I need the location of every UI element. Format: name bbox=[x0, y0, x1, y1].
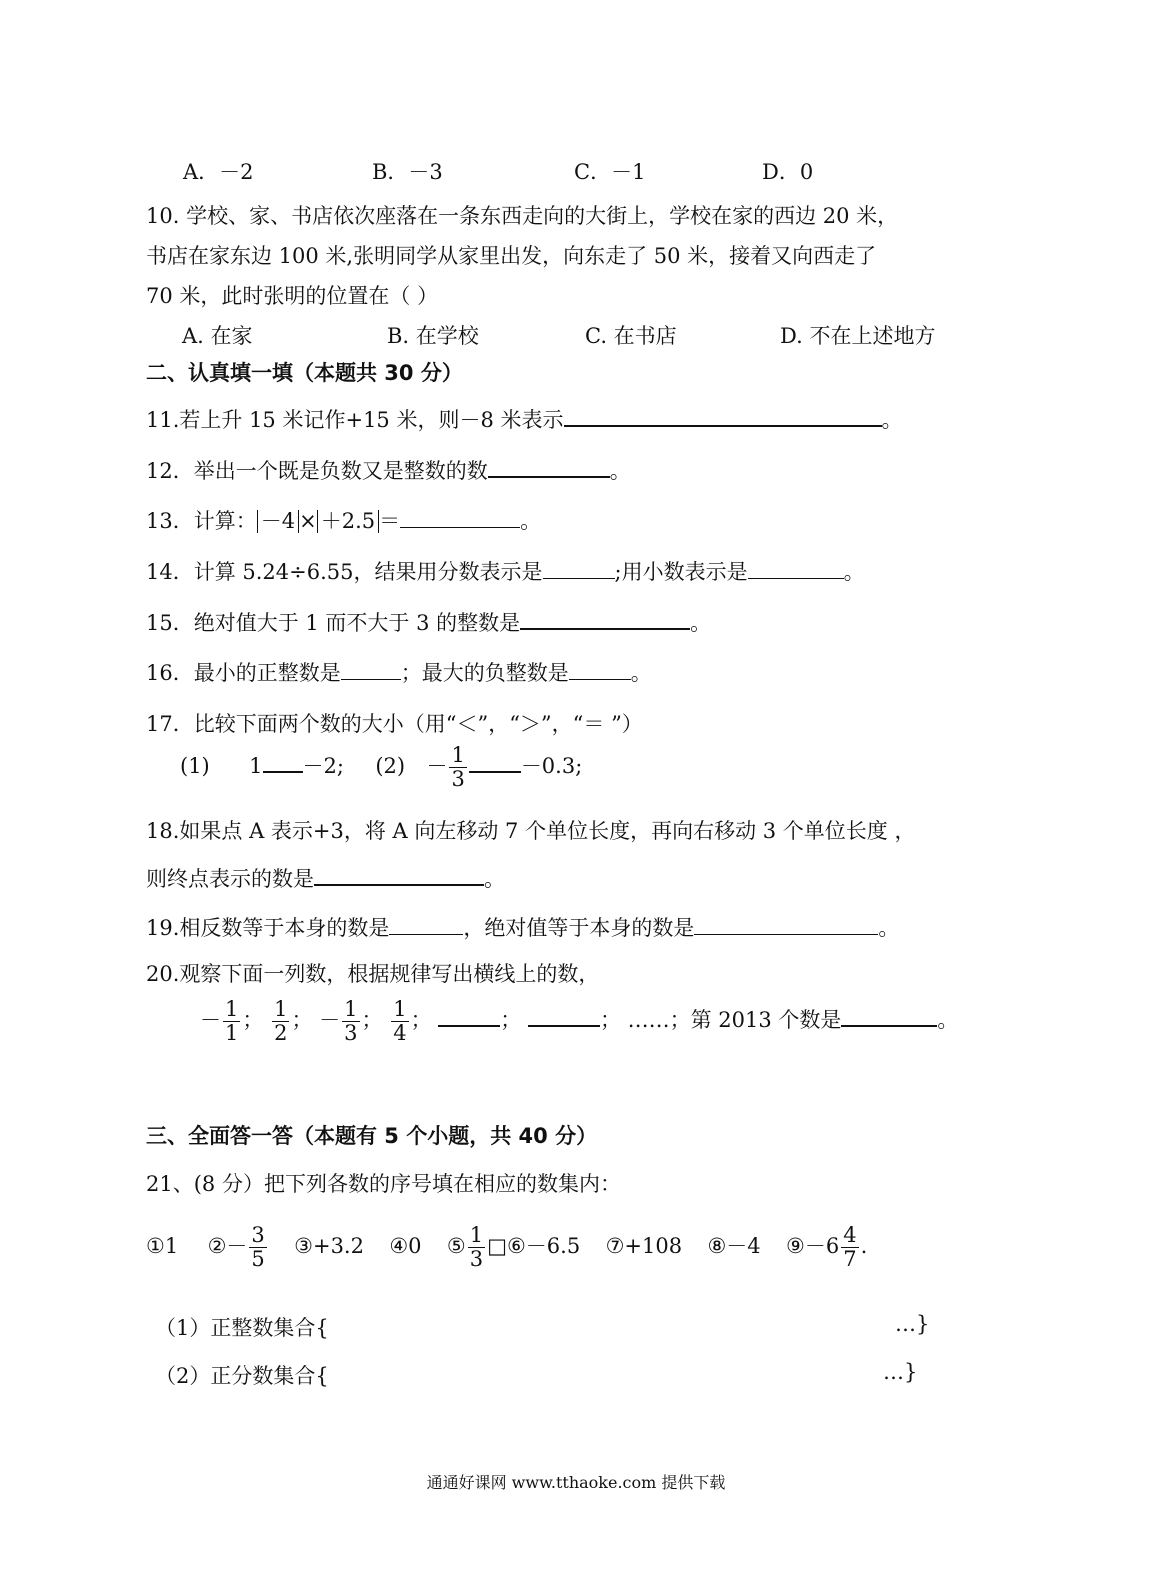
q12-end: 。 bbox=[609, 459, 631, 483]
q21-item-5: ⑤ bbox=[446, 1234, 466, 1259]
answer-blank bbox=[564, 405, 882, 427]
q16-mid: ；最大的负整数是 bbox=[400, 661, 569, 685]
q15-end: 。 bbox=[690, 611, 712, 635]
q18-text: 则终点表示的数是 bbox=[146, 867, 314, 891]
q18-end: 。 bbox=[484, 867, 505, 891]
q21-set-1-end: …} bbox=[895, 1312, 930, 1336]
q21-text: 21、(8 分）把下列各数的序号填在相应的数集内： bbox=[146, 1172, 621, 1196]
q21-item-5-fraction bbox=[468, 1224, 485, 1271]
q17-p1-a: 1 bbox=[249, 754, 263, 779]
q13-times: × bbox=[299, 509, 317, 533]
missing-glyph-box: □ bbox=[487, 1234, 507, 1259]
fraction-denominator: 7 bbox=[843, 1247, 857, 1272]
separator: ； bbox=[242, 1008, 264, 1033]
q13-abs-1: －4 bbox=[257, 510, 299, 533]
q17-p2-label: (2) bbox=[375, 754, 406, 779]
q21-item-7: ⑦+108 bbox=[605, 1234, 683, 1259]
answer-blank bbox=[841, 1005, 937, 1027]
question-13 bbox=[146, 505, 541, 535]
question-14 bbox=[146, 556, 865, 586]
q17-p1-label: (1) bbox=[180, 754, 210, 779]
fraction-numerator: 1 bbox=[393, 997, 407, 1021]
fraction-numerator: 1 bbox=[469, 1223, 484, 1247]
sign: － bbox=[200, 1008, 221, 1033]
sequence-fraction bbox=[272, 998, 289, 1045]
q9-option-c: C．－1 bbox=[574, 160, 646, 184]
separator: ； bbox=[410, 1008, 432, 1033]
q20-end: 。 bbox=[937, 1008, 959, 1033]
fraction-denominator: 4 bbox=[393, 1021, 407, 1046]
q13-prefix: 13．计算： bbox=[146, 509, 257, 533]
q11-end: 。 bbox=[881, 408, 903, 432]
sequence-fraction bbox=[342, 998, 359, 1045]
q21-set-2-end: …} bbox=[883, 1360, 918, 1384]
q9-option-b: B．－3 bbox=[372, 160, 443, 184]
ellipsis: …… bbox=[627, 1008, 670, 1033]
q21-item-1: ①1 bbox=[146, 1234, 179, 1259]
q17-fraction bbox=[449, 744, 466, 791]
q13-end: 。 bbox=[520, 509, 542, 533]
q10-option-a: A. 在家 bbox=[182, 324, 253, 348]
fraction-denominator: 2 bbox=[274, 1021, 288, 1046]
q11-text: 11.若上升 15 米记作+15 米，则－8 米表示 bbox=[146, 408, 564, 432]
q14-end: 。 bbox=[843, 560, 865, 584]
answer-blank bbox=[488, 456, 610, 478]
q17-p2-sign: － bbox=[426, 754, 448, 779]
q18-line1: 18.如果点 A 表示+3，将 A 向左移动 7 个单位长度，再向右移动 3 个单位长度 ， bbox=[146, 819, 916, 843]
fraction-numerator: 4 bbox=[843, 1223, 857, 1247]
question-12 bbox=[146, 455, 631, 485]
sequence-fraction bbox=[391, 998, 408, 1045]
q20-sequence bbox=[200, 998, 958, 1045]
q10-option-d: D. 不在上述地方 bbox=[780, 324, 936, 348]
separator: ； bbox=[291, 1008, 313, 1033]
q13-abs-2: ＋2.5 bbox=[317, 510, 379, 533]
fraction-denominator: 3 bbox=[469, 1247, 484, 1272]
q21-set-2-label: （2）正分数集合{ bbox=[155, 1364, 329, 1388]
q17-p1-b: －2; bbox=[302, 754, 344, 779]
q15-text: 15．绝对值大于 1 而不大于 3 的整数是 bbox=[146, 611, 521, 635]
question-16 bbox=[146, 657, 652, 687]
q21-item-9: ⑨－6 bbox=[786, 1234, 840, 1259]
fraction-denominator: 5 bbox=[251, 1247, 265, 1272]
answer-blank bbox=[569, 659, 631, 680]
q20-text: 20.观察下面一列数，根据规律写出横线上的数， bbox=[146, 962, 600, 986]
q9-option-d: D．0 bbox=[762, 160, 814, 184]
q21-item-2: ②－ bbox=[207, 1234, 248, 1259]
q21-set-1-label: （1）正整数集合{ bbox=[155, 1316, 329, 1340]
answer-blank bbox=[438, 1005, 500, 1027]
answer-blank bbox=[314, 864, 484, 886]
q21-item-3: ③+3.2 bbox=[294, 1234, 364, 1259]
q10-line2: 书店在家东边 100 米,张明同学从家里出发，向东走了 50 米，接着又向西走了 bbox=[146, 244, 877, 268]
question-19 bbox=[146, 912, 899, 942]
q21-item-8: ⑧－4 bbox=[707, 1234, 761, 1259]
answer-blank bbox=[528, 1005, 600, 1027]
q10-option-b: B. 在学校 bbox=[387, 324, 479, 348]
q19-text: 19.相反数等于本身的数是 bbox=[146, 916, 390, 940]
fraction-numerator: 1 bbox=[225, 997, 239, 1021]
answer-blank bbox=[469, 751, 521, 773]
sign: － bbox=[319, 1008, 341, 1033]
page-footer: 通通好课网 www.tthaoke.com 提供下载 bbox=[426, 1473, 726, 1492]
q17-text: 17．比较下面两个数的大小（用“＜”，“＞”，“＝ ”） bbox=[146, 712, 643, 736]
answer-blank bbox=[520, 608, 690, 630]
section2-title: 二、认真填一填（本题共 30 分） bbox=[146, 361, 463, 385]
q14-mid: ;用小数表示是 bbox=[614, 560, 748, 584]
separator: ； bbox=[599, 1008, 621, 1033]
q21-item-2-fraction bbox=[249, 1224, 266, 1271]
fraction-numerator: 1 bbox=[344, 997, 358, 1021]
fraction-denominator: 3 bbox=[451, 767, 465, 792]
answer-blank bbox=[694, 914, 878, 935]
separator: ； bbox=[361, 1008, 383, 1033]
answer-blank bbox=[400, 507, 520, 528]
q21-item-9-fraction bbox=[841, 1224, 858, 1271]
q14-text: 14．计算 5.24÷6.55，结果用分数表示是 bbox=[146, 560, 543, 584]
fraction-numerator: 1 bbox=[451, 743, 465, 767]
q19-end: 。 bbox=[878, 916, 900, 940]
q16-text: 16．最小的正整数是 bbox=[146, 661, 341, 685]
fraction-denominator: 1 bbox=[225, 1021, 239, 1046]
answer-blank bbox=[263, 751, 303, 773]
answer-blank bbox=[543, 558, 615, 579]
q13-eq: ＝ bbox=[379, 509, 401, 533]
q21-item-6: ⑥－6.5 bbox=[506, 1234, 581, 1259]
q17-parts bbox=[180, 744, 582, 791]
fraction-denominator: 3 bbox=[344, 1021, 358, 1046]
answer-blank bbox=[748, 558, 844, 579]
q12-text: 12．举出一个既是负数又是整数的数 bbox=[146, 459, 488, 483]
answer-blank bbox=[389, 914, 463, 935]
sequence-fraction bbox=[223, 998, 240, 1045]
fraction-numerator: 3 bbox=[251, 1223, 265, 1247]
q19-mid: ，绝对值等于本身的数是 bbox=[463, 916, 695, 940]
q9-option-a: A．－2 bbox=[183, 160, 254, 184]
q20-last-label: 第 2013 个数是 bbox=[690, 1008, 842, 1033]
q10-line1: 10. 学校、家、书店依次座落在一条东西走向的大街上，学校在家的西边 20 米， bbox=[146, 204, 899, 228]
q21-item-9-end: . bbox=[860, 1234, 868, 1259]
q17-p2-b: －0.3; bbox=[520, 754, 583, 779]
q16-end: 。 bbox=[630, 661, 652, 685]
q10-option-c: C. 在书店 bbox=[585, 324, 677, 348]
q18-line2 bbox=[146, 863, 505, 893]
q10-line3: 70 米，此时张明的位置在（ ） bbox=[146, 284, 439, 308]
q21-item-4: ④0 bbox=[389, 1234, 422, 1259]
answer-blank bbox=[341, 659, 401, 680]
separator: ； bbox=[500, 1008, 522, 1033]
section3-title: 三、全面答一答（本题有 5 个小题，共 40 分） bbox=[146, 1124, 598, 1148]
q21-items bbox=[146, 1224, 867, 1271]
separator: ； bbox=[669, 1008, 691, 1033]
question-15 bbox=[146, 607, 711, 637]
fraction-numerator: 1 bbox=[274, 997, 288, 1021]
question-11 bbox=[146, 404, 903, 434]
